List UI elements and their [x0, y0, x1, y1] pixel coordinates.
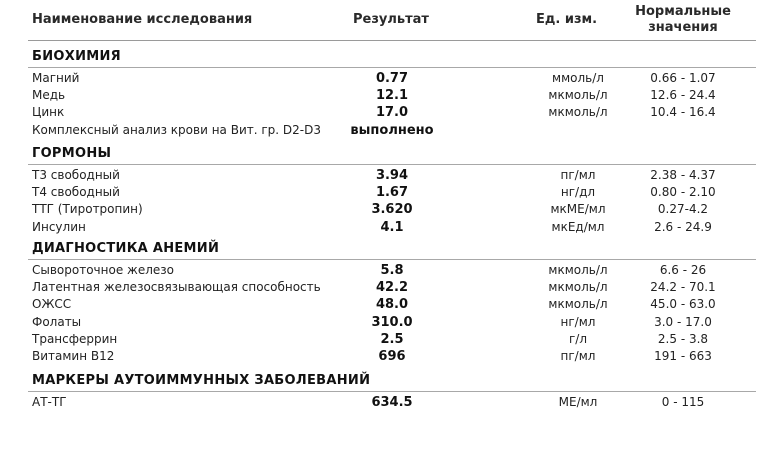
header-norm-line1: Нормальные: [635, 4, 731, 19]
section-title: БИОХИМИЯ: [32, 49, 121, 64]
cell-name: Комплексный анализ крови на Вит. гр. D2-D3: [32, 122, 321, 137]
table-row: [28, 167, 756, 184]
cell-result: 310.0: [371, 314, 413, 330]
header-name: Наименование исследования: [32, 12, 253, 27]
cell-norm: 0 - 115: [661, 395, 705, 409]
cell-unit: МЕ/мл: [558, 395, 598, 409]
cell-unit: г/л: [568, 331, 588, 346]
table-row: [28, 394, 756, 411]
cell-unit: нг/мл: [560, 314, 596, 329]
cell-name: ОЖСС: [32, 297, 72, 312]
cell-result: 48.0: [375, 297, 409, 313]
section-title: МАРКЕРЫ АУТОИММУННЫХ ЗАБОЛЕВАНИЙ: [32, 373, 371, 388]
section-title: ГОРМОНЫ: [32, 146, 112, 161]
table-row: [28, 331, 756, 348]
header-norm: [620, 4, 746, 36]
cell-norm: 10.4 - 16.4: [650, 105, 716, 120]
table-row: [28, 262, 756, 279]
cell-norm: 3.0 - 17.0: [654, 314, 712, 329]
section-header: [28, 141, 756, 165]
cell-result: 0.77: [375, 71, 409, 86]
cell-result: 2.5: [380, 331, 404, 347]
cell-result: 1.67: [375, 185, 409, 201]
table-row: [28, 70, 756, 87]
cell-unit: пг/мл: [560, 349, 596, 363]
header-result: Результат: [353, 12, 429, 27]
cell-name: Магний: [32, 71, 80, 85]
section-header: [28, 368, 756, 392]
cell-name: Медь: [32, 88, 66, 103]
cell-name: Фолаты: [32, 314, 82, 329]
table-row: [28, 104, 756, 121]
cell-unit: мкЕд/мл: [551, 219, 605, 234]
cell-name: Латентная железосвязывающая способность: [32, 280, 321, 295]
cell-unit: мкмоль/л: [548, 105, 608, 120]
cell-unit: мкмоль/л: [548, 280, 608, 295]
cell-norm: 2.6 - 24.9: [654, 219, 712, 234]
table-header: [28, 0, 756, 41]
table-row: [28, 122, 756, 139]
cell-result: 12.1: [375, 88, 409, 104]
cell-unit: ммоль/л: [552, 71, 604, 85]
cell-result: 696: [378, 349, 406, 364]
cell-norm: 2.5 - 3.8: [657, 331, 709, 346]
cell-unit: мкМЕ/мл: [550, 202, 606, 217]
cell-norm: 0.66 - 1.07: [650, 71, 716, 85]
cell-unit: пг/мл: [560, 168, 596, 182]
cell-name: Инсулин: [32, 219, 86, 234]
cell-result: 3.94: [375, 168, 409, 183]
cell-norm: 2.38 - 4.37: [650, 168, 716, 182]
cell-name: Цинк: [32, 105, 65, 120]
cell-result: 42.2: [375, 280, 409, 296]
cell-result: 5.8: [380, 263, 404, 278]
header-norm-line2: значения: [648, 20, 718, 35]
cell-name: ТТГ (Тиротропин): [32, 202, 143, 217]
cell-unit: мкмоль/л: [548, 88, 608, 103]
cell-unit: нг/дл: [560, 185, 596, 200]
cell-unit: мкмоль/л: [548, 297, 608, 312]
table-row: [28, 348, 756, 365]
table-row: [28, 219, 756, 236]
cell-result: 634.5: [371, 395, 413, 410]
cell-result: 3.620: [371, 202, 413, 218]
table-row: [28, 184, 756, 201]
cell-norm: 24.2 - 70.1: [650, 280, 716, 295]
table-row: [28, 314, 756, 331]
cell-name: Т3 свободный: [32, 168, 120, 182]
cell-unit: мкмоль/л: [548, 263, 608, 277]
cell-norm: 191 - 663: [654, 349, 712, 363]
cell-norm: 12.6 - 24.4: [650, 88, 716, 103]
cell-name: АТ-ТГ: [32, 395, 67, 409]
cell-name: Витамин В12: [32, 349, 115, 363]
cell-norm: 0.80 - 2.10: [650, 185, 716, 200]
table-row: [28, 296, 756, 313]
section-title: ДИАГНОСТИКА АНЕМИЙ: [32, 241, 220, 256]
table-row: [28, 279, 756, 296]
cell-result: выполнено: [350, 122, 434, 138]
cell-norm: 0.27-4.2: [657, 202, 709, 217]
cell-result: 17.0: [375, 105, 409, 121]
cell-norm: 6.6 - 26: [659, 263, 707, 277]
lab-results-document: [28, 0, 756, 459]
cell-name: Сывороточное железо: [32, 263, 175, 277]
section-header: [28, 44, 756, 68]
cell-name: Трансферрин: [32, 331, 118, 346]
section-header: [28, 236, 756, 260]
cell-norm: 45.0 - 63.0: [650, 297, 716, 312]
table-row: [28, 201, 756, 218]
table-row: [28, 87, 756, 104]
header-unit: Ед. изм.: [536, 12, 598, 27]
cell-result: 4.1: [380, 219, 404, 235]
cell-name: Т4 свободный: [32, 185, 120, 200]
